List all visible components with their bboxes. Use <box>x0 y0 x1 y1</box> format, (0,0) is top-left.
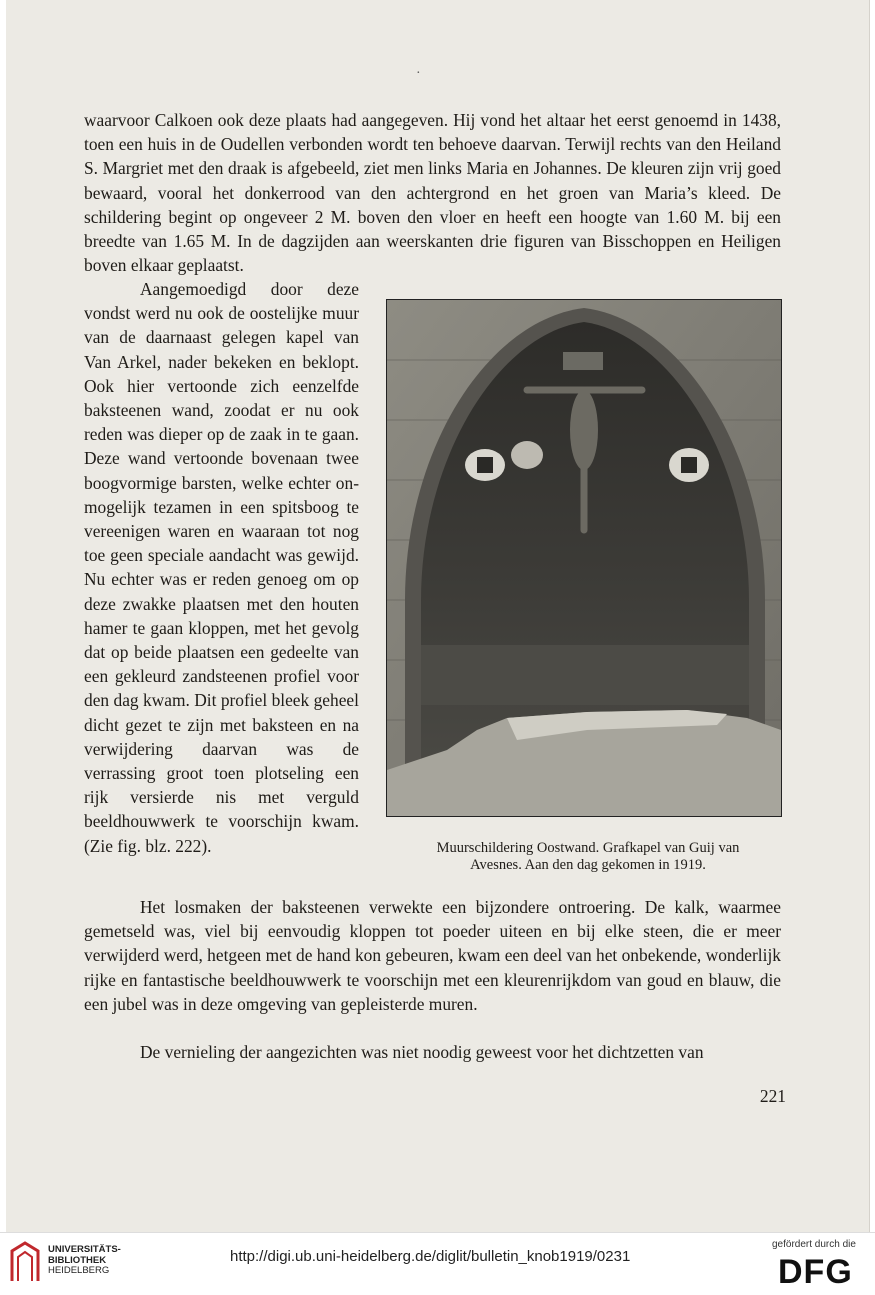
paragraph-2-text: Aangemoedigd door deze vondst werd nu ook de oostelijke muur van de daarnaast gelegen kapel van Van Arkel, nader bekeken en beklopt. Ook hier vertoonde zich eenzelfde baksteenen wand, zoodat er nu ook reden was dieper op de zaak in te gaan. Deze wand vertoonde bovenaan twee boogvormige barsten, welke echter onmogelijk tezamen in een spitsboog te vereenigen waren en waaraan tot nog toe geen speciale aandacht was gewijd. Nu echter was er reden genoeg om op deze zwakke plaatsen met den houten hamer te gaan kloppen, met het gevolg dat op beide plaatsen een gedeelte van een gekleurd zandsteenen profiel voor den dag kwam. Dit profiel bleek geheel dicht gezet te zijn met baksteen en na verwijdering daarvan was de verrassing groot toen plotseling een rijk versierde nis met verguld beeldhouwwerk te voorschijn kwam. (Zie fig. blz. 222). <box>84 279 359 856</box>
library-line-1: UNIVERSITÄTS- <box>48 1244 121 1255</box>
paragraph-4 <box>84 1040 781 1064</box>
paragraph-3 <box>84 895 781 1016</box>
library-line-3: HEIDELBERG <box>48 1265 110 1276</box>
paragraph-2 <box>84 277 359 858</box>
viewer-footer <box>0 1232 875 1295</box>
caption-line-2: Avesnes. Aan den dag gekomen in 1919. <box>470 857 706 873</box>
library-logo[interactable] <box>10 1241 130 1287</box>
mural-photograph <box>386 299 782 817</box>
scanned-page <box>6 0 870 1232</box>
lower-band <box>421 645 749 705</box>
mural-photo-image <box>387 300 781 816</box>
library-emblem-icon <box>10 1241 40 1283</box>
library-name <box>48 1245 121 1277</box>
scan-speck: · <box>416 66 421 81</box>
paragraph-3-text: Het losmaken der baksteenen verwekte een bijzondere ontroering. De kalk, waarmee gemetseld was, viel bij eenvoudig kloppen tot poeder uiteen en bij elke steen, die er meer verwijderd werd, hetgeen met de hand kon gebeuren, kwam een deel van het onbekende, wonderlijk rijke en fantastische beeldhouwwerk te voorschijn met een kleurenrijkdom van goud en blauw, die een jubel was in deze omgeving van gepleisterde muren. <box>84 897 781 1014</box>
paragraph-4-text: De vernieling der aangezichten was niet noodig geweest voor het dichtzetten van <box>140 1042 704 1062</box>
left-figure-head <box>511 441 543 469</box>
permalink[interactable]: http://digi.ub.uni-heidelberg.de/diglit/bulletin_knob1919/0231 <box>230 1248 631 1265</box>
page-number: 221 <box>759 1086 786 1106</box>
paragraph-1-text: waarvoor Calkoen ook deze plaats had aangegeven. Hij vond het altaar het eerst genoemd in 1438, toen een huis in de Oudellen verbonden wordt ten behoeve daarvan. Terwijl rechts van den Heiland S. Margriet met den draak is afgebeeld, ziet men links Maria en Johannes. De kleuren zijn vrij goed bewaard, vooral het donkerrood van den achtergrond en het groen van Maria’s kleed. De schildering begint op ongeveer 2 M. boven den vloer en heeft een hoogte van 1.60 M. bij een breedte van 1.65 M. In de dagzijden aan weerskanten drie figuren van Bisschoppen en Heiligen boven elkaar geplaatst. <box>84 110 781 276</box>
dfg-logo[interactable]: DFG <box>778 1253 853 1291</box>
christ-body <box>570 390 598 470</box>
sponsor-label: gefördert durch die <box>772 1239 856 1250</box>
right-face <box>681 457 697 473</box>
caption-line-1: Muurschildering Oostwand. Grafkapel van Guij van <box>436 840 740 856</box>
paragraph-1 <box>84 108 781 277</box>
left-face <box>477 457 493 473</box>
figure-caption <box>390 840 786 874</box>
inscription-plaque <box>563 352 603 370</box>
library-line-2: BIBLIOTHEK <box>48 1254 107 1266</box>
